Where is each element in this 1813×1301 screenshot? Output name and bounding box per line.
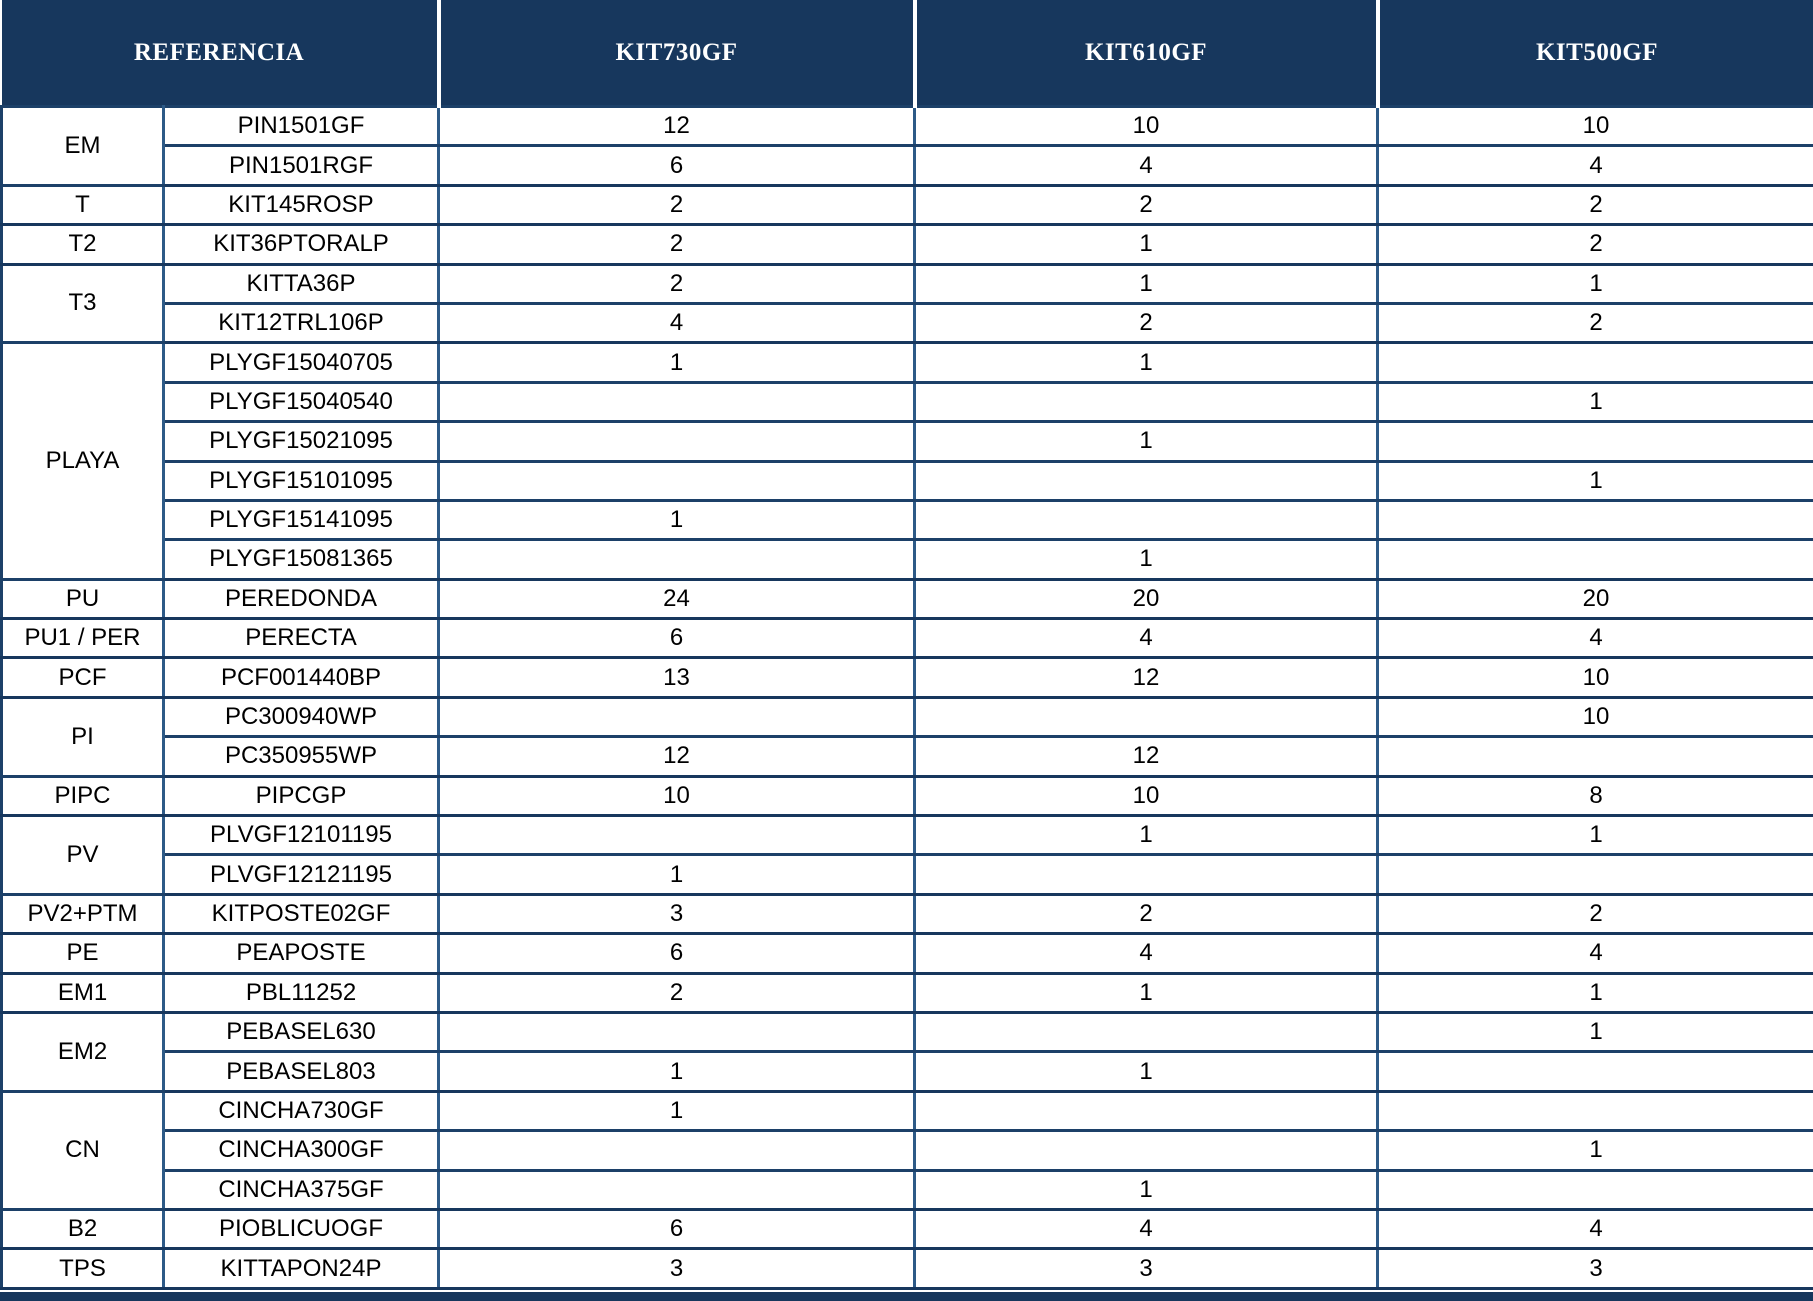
group-label-pu: PU (2, 579, 164, 618)
table-row (2, 973, 1813, 1012)
qty-kit610gf (915, 500, 1378, 539)
table-header (2, 0, 1813, 107)
qty-kit500gf: 10 (1378, 107, 1813, 146)
reference-code: KITTAPON24P (164, 1249, 439, 1289)
reference-code: PLYGF15081365 (164, 540, 439, 579)
qty-kit610gf: 4 (915, 1209, 1378, 1248)
table-row (2, 855, 1813, 894)
table-row (2, 934, 1813, 973)
reference-code: PCF001440BP (164, 658, 439, 697)
qty-kit610gf: 10 (915, 776, 1378, 815)
table-row (2, 1091, 1813, 1130)
qty-kit610gf (915, 461, 1378, 500)
qty-kit730gf: 1 (439, 1091, 915, 1130)
qty-kit500gf (1378, 540, 1813, 579)
qty-kit730gf: 24 (439, 579, 915, 618)
group-label-t3: T3 (2, 264, 164, 343)
reference-code: PLVGF12101195 (164, 816, 439, 855)
qty-kit610gf: 1 (915, 343, 1378, 382)
qty-kit730gf: 6 (439, 1209, 915, 1248)
table-row (2, 382, 1813, 421)
qty-kit730gf (439, 1012, 915, 1051)
table-row (2, 816, 1813, 855)
qty-kit730gf: 1 (439, 500, 915, 539)
table-row (2, 894, 1813, 933)
table-row (2, 776, 1813, 815)
table-row (2, 107, 1813, 146)
group-label-b2: B2 (2, 1209, 164, 1248)
qty-kit610gf: 1 (915, 816, 1378, 855)
qty-kit610gf (915, 1012, 1378, 1051)
reference-code: PIPCGP (164, 776, 439, 815)
column-header-kit500gf: KIT500GF (1378, 0, 1813, 107)
qty-kit730gf: 1 (439, 343, 915, 382)
qty-kit730gf: 2 (439, 225, 915, 264)
reference-code: PEBASEL630 (164, 1012, 439, 1051)
qty-kit500gf: 1 (1378, 461, 1813, 500)
qty-kit730gf: 13 (439, 658, 915, 697)
qty-kit730gf: 3 (439, 894, 915, 933)
qty-kit500gf: 4 (1378, 1209, 1813, 1248)
qty-kit500gf: 3 (1378, 1249, 1813, 1289)
qty-kit500gf: 2 (1378, 303, 1813, 342)
qty-kit500gf: 4 (1378, 146, 1813, 185)
qty-kit610gf: 2 (915, 894, 1378, 933)
group-label-t2: T2 (2, 225, 164, 264)
table-row (2, 500, 1813, 539)
table-row (2, 343, 1813, 382)
column-header-kit610gf: KIT610GF (915, 0, 1378, 107)
qty-kit500gf: 10 (1378, 697, 1813, 736)
group-label-pipc: PIPC (2, 776, 164, 815)
qty-kit610gf: 2 (915, 303, 1378, 342)
reference-code: PC350955WP (164, 737, 439, 776)
qty-kit730gf: 3 (439, 1249, 915, 1289)
reference-code: PBL11252 (164, 973, 439, 1012)
group-label-pv: PV (2, 816, 164, 895)
reference-code: PLVGF12121195 (164, 855, 439, 894)
reference-code: PLYGF15040540 (164, 382, 439, 421)
qty-kit500gf: 8 (1378, 776, 1813, 815)
column-header-kit730gf: KIT730GF (439, 0, 915, 107)
qty-kit730gf (439, 816, 915, 855)
table-row (2, 540, 1813, 579)
reference-code: PERECTA (164, 619, 439, 658)
table-row (2, 185, 1813, 224)
group-label-em1: EM1 (2, 973, 164, 1012)
table-row (2, 1249, 1813, 1289)
qty-kit500gf (1378, 1091, 1813, 1130)
qty-kit500gf: 1 (1378, 1012, 1813, 1051)
group-label-pu1-per: PU1 / PER (2, 619, 164, 658)
table-row (2, 422, 1813, 461)
qty-kit500gf (1378, 500, 1813, 539)
qty-kit500gf (1378, 855, 1813, 894)
table-row (2, 303, 1813, 342)
group-label-tps: TPS (2, 1249, 164, 1289)
table-row (2, 146, 1813, 185)
qty-kit610gf (915, 855, 1378, 894)
qty-kit500gf: 2 (1378, 225, 1813, 264)
qty-kit500gf: 4 (1378, 619, 1813, 658)
qty-kit610gf: 1 (915, 540, 1378, 579)
qty-kit610gf: 10 (915, 107, 1378, 146)
qty-kit610gf (915, 697, 1378, 736)
qty-kit610gf (915, 1131, 1378, 1170)
qty-kit610gf: 3 (915, 1249, 1378, 1289)
qty-kit500gf (1378, 422, 1813, 461)
reference-code: CINCHA730GF (164, 1091, 439, 1130)
qty-kit730gf (439, 461, 915, 500)
table-row (2, 1012, 1813, 1051)
group-label-t: T (2, 185, 164, 224)
qty-kit500gf (1378, 1170, 1813, 1209)
group-label-em: EM (2, 107, 164, 186)
reference-code: CINCHA300GF (164, 1131, 439, 1170)
qty-kit500gf: 2 (1378, 894, 1813, 933)
reference-code: PLYGF15021095 (164, 422, 439, 461)
reference-code: KITTA36P (164, 264, 439, 303)
group-label-pe: PE (2, 934, 164, 973)
reference-code: KIT36PTORALP (164, 225, 439, 264)
table-row (2, 1170, 1813, 1209)
reference-code: PLYGF15040705 (164, 343, 439, 382)
qty-kit610gf: 20 (915, 579, 1378, 618)
group-label-pi: PI (2, 697, 164, 776)
reference-code: PLYGF15101095 (164, 461, 439, 500)
qty-kit610gf: 2 (915, 185, 1378, 224)
reference-code: PEBASEL803 (164, 1052, 439, 1091)
table-row (2, 1052, 1813, 1091)
group-label-pcf: PCF (2, 658, 164, 697)
qty-kit730gf (439, 540, 915, 579)
qty-kit500gf: 1 (1378, 264, 1813, 303)
reference-code: PIN1501GF (164, 107, 439, 146)
table-row (2, 264, 1813, 303)
reference-code: CINCHA375GF (164, 1170, 439, 1209)
table-row (2, 1131, 1813, 1170)
column-header-referencia: REFERENCIA (2, 0, 439, 107)
table-row (2, 579, 1813, 618)
qty-kit610gf: 1 (915, 1052, 1378, 1091)
qty-kit500gf (1378, 1052, 1813, 1091)
qty-kit610gf: 12 (915, 737, 1378, 776)
qty-kit500gf: 2 (1378, 185, 1813, 224)
qty-kit730gf: 2 (439, 973, 915, 1012)
qty-kit500gf (1378, 737, 1813, 776)
table-row (2, 1209, 1813, 1248)
reference-code: PIN1501RGF (164, 146, 439, 185)
qty-kit730gf (439, 422, 915, 461)
qty-kit730gf: 6 (439, 146, 915, 185)
qty-kit610gf: 1 (915, 225, 1378, 264)
qty-kit730gf: 6 (439, 934, 915, 973)
qty-kit500gf: 1 (1378, 1131, 1813, 1170)
header-row (2, 0, 1813, 107)
qty-kit730gf: 2 (439, 185, 915, 224)
table-row (2, 658, 1813, 697)
qty-kit730gf: 2 (439, 264, 915, 303)
group-label-playa: PLAYA (2, 343, 164, 579)
bottom-accent-bar (0, 1292, 1813, 1301)
qty-kit610gf (915, 1091, 1378, 1130)
qty-kit730gf: 6 (439, 619, 915, 658)
table-row (2, 225, 1813, 264)
table-body (2, 107, 1813, 1289)
table-row (2, 619, 1813, 658)
qty-kit500gf: 10 (1378, 658, 1813, 697)
reference-code: PIOBLICUOGF (164, 1209, 439, 1248)
qty-kit500gf: 1 (1378, 816, 1813, 855)
qty-kit610gf: 4 (915, 146, 1378, 185)
reference-code: KIT145ROSP (164, 185, 439, 224)
qty-kit610gf: 1 (915, 973, 1378, 1012)
qty-kit500gf: 1 (1378, 973, 1813, 1012)
qty-kit610gf: 1 (915, 422, 1378, 461)
reference-code: PEAPOSTE (164, 934, 439, 973)
qty-kit730gf (439, 1170, 915, 1209)
qty-kit500gf: 4 (1378, 934, 1813, 973)
group-label-em2: EM2 (2, 1012, 164, 1091)
qty-kit730gf: 4 (439, 303, 915, 342)
qty-kit500gf (1378, 343, 1813, 382)
reference-code: PLYGF15141095 (164, 500, 439, 539)
qty-kit730gf: 10 (439, 776, 915, 815)
reference-code: KITPOSTE02GF (164, 894, 439, 933)
table-row (2, 737, 1813, 776)
qty-kit610gf: 4 (915, 934, 1378, 973)
reference-code: PEREDONDA (164, 579, 439, 618)
group-label-pv2-ptm: PV2+PTM (2, 894, 164, 933)
qty-kit500gf: 1 (1378, 382, 1813, 421)
qty-kit730gf (439, 697, 915, 736)
qty-kit610gf: 12 (915, 658, 1378, 697)
qty-kit610gf: 4 (915, 619, 1378, 658)
qty-kit610gf: 1 (915, 1170, 1378, 1209)
qty-kit730gf: 1 (439, 1052, 915, 1091)
qty-kit610gf (915, 382, 1378, 421)
reference-code: KIT12TRL106P (164, 303, 439, 342)
qty-kit610gf: 1 (915, 264, 1378, 303)
qty-kit730gf: 12 (439, 737, 915, 776)
table-row (2, 697, 1813, 736)
group-label-cn: CN (2, 1091, 164, 1209)
qty-kit730gf: 12 (439, 107, 915, 146)
qty-kit730gf (439, 382, 915, 421)
qty-kit730gf (439, 1131, 915, 1170)
table-row (2, 461, 1813, 500)
qty-kit500gf: 20 (1378, 579, 1813, 618)
reference-code: PC300940WP (164, 697, 439, 736)
qty-kit730gf: 1 (439, 855, 915, 894)
